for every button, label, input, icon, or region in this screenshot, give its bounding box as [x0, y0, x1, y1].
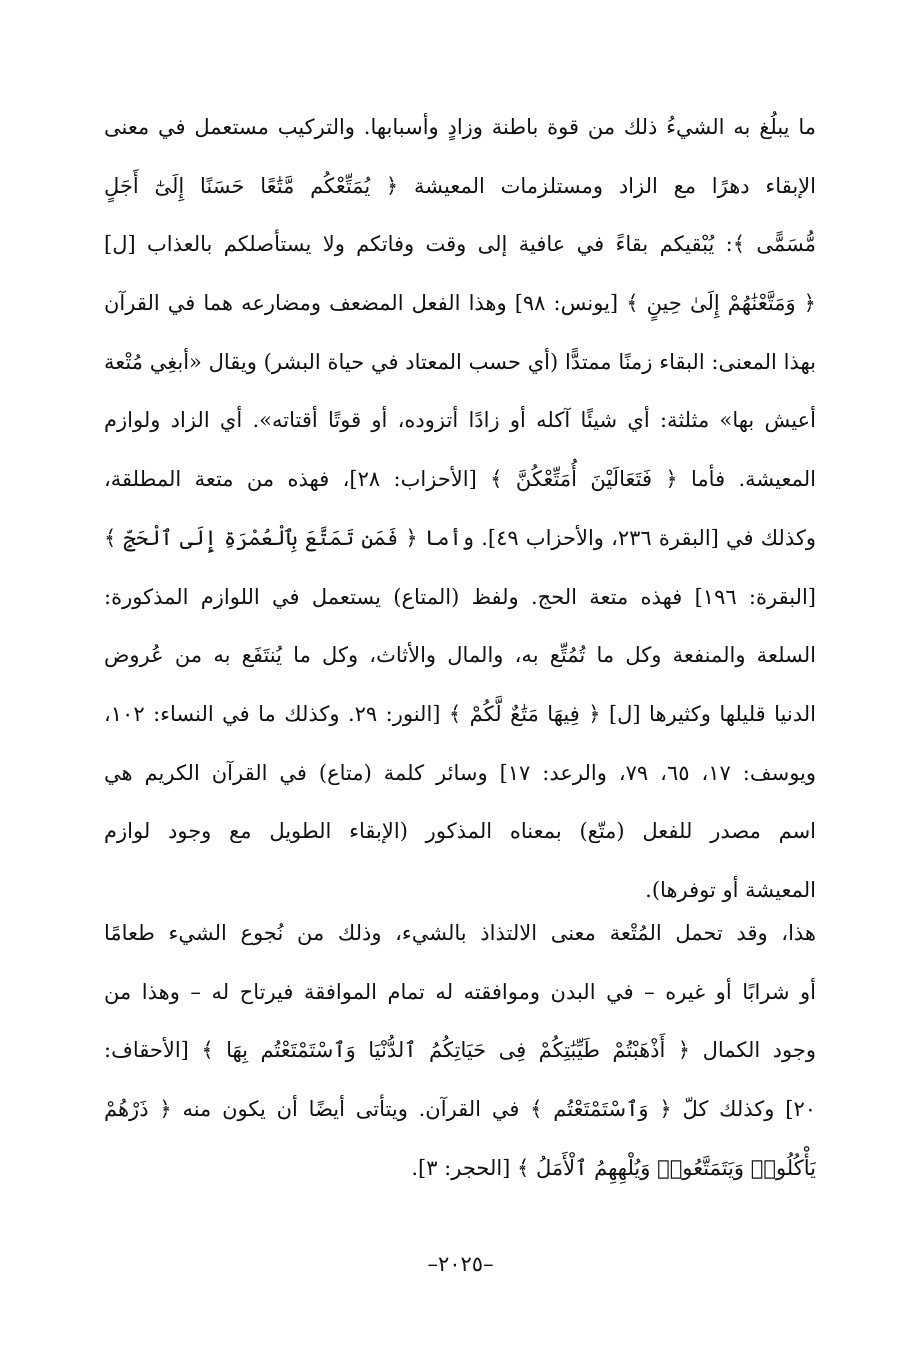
text-line: ما يبلُغ به الشيءُ ذلك من قوة باطنة وزادٍ وأسبابها. والتركيب مستعمل في معنى	[104, 115, 816, 139]
text-line: ٢٠] وكذلك كلّ ﴿ وَٱسْتَمْتَعْتُم ﴾ في القرآن. ويتأتى أيضًا أن يكون منه ﴿ ذَرْهُمْ	[104, 1097, 816, 1122]
text-line: الإبقاء دهرًا مع الزاد ومستلزمات المعيشة ﴿ يُمَتِّعْكُم مَّتَٰعًا حَسَنًا إِلَىٰٓ أَجَلٍ	[104, 173, 816, 198]
text-line: السلعة والمنفعة وكل ما تُمُتِّع به، والمال والأثاث، وكل ما يُنتَفَع به من عُروض	[104, 643, 816, 668]
text-line: مُّسَمًّى ﴾: يُبْقيكم بقاءً في عافية إلى وقت وفاتكم ولا يستأصلكم بالعذاب [ل]	[104, 232, 816, 257]
paragraph-2	[104, 904, 816, 1197]
text-line: ويوسف: ١٧، ٦٥، ٧٩، والرعد: ١٧] وسائر كلمة (متاع) في القرآن الكريم هي	[104, 760, 816, 785]
text-line: [البقرة: ١٩٦] فهذه متعة الحج. ولفظ (المتاع) يستعمل في اللوازم المذكورة:	[104, 584, 816, 609]
text-line: ﴿ وَمَتَّعْنَٰهُمْ إِلَىٰ حِينٍ ﴾ [يونس: ٩٨] وهذا الفعل المضعف ومضارعه هما في القرآن	[104, 291, 816, 316]
text-line: الدنيا قليلها وكثيرها [ل] ﴿ فِيهَا مَتَٰعٌ لَّكُمْ ﴾ [النور: ٢٩. وكذلك ما في النساء: ١٠٢،	[104, 701, 816, 726]
text-line: يَأْكُلُوا۟ وَيَتَمَتَّعُوا۟ وَيُلْهِهِمُ ٱلْأَمَلُ ﴾ [الحجر: ٣].	[411, 1155, 816, 1180]
page-number: –٢٠٢٥–	[427, 1252, 494, 1276]
text-line: أعيش بها» مثلثة: أي شيئًا آكله أو زادًا أتزوده، أو قوتًا أقتاته». أي الزاد ولوازم	[104, 408, 816, 433]
paragraph-1	[104, 98, 816, 920]
text-line: المعيشة أو توفرها).	[645, 877, 816, 902]
text-line: بهذا المعنى: البقاء زمنًا ممتدًّا (أي حسب المعتاد في حياة البشر) ويقال «أبغِي مُتْعة	[104, 349, 816, 374]
text-line: اسم مصدر للفعل (متّع) بمعناه المذكور (الإبقاء الطويل مع وجود لوازم	[104, 819, 816, 844]
text-line: المعيشة. فأما ﴿ فَتَعَالَيْنَ أُمَتِّعْكُنَّ ﴾ [الأحزاب: ٢٨]، فهذه من متعة المطلقة،	[104, 467, 816, 492]
text-line: هذا، وقد تحمل المُتْعة معنى الالتذاذ بالشيء، وذلك من نُجوع الشيء طعامًا	[104, 921, 816, 945]
text-line: وجود الكمال ﴿ أَذْهَبْتُمْ طَيِّبَٰتِكُمْ فِى حَيَاتِكُمُ ٱلدُّنْيَا وَٱسْتَمْتَعْتُم بِهَا ﴾ [الأحقاف:	[104, 1038, 816, 1063]
text-line: وكذلك في [البقرة ٢٣٦، والأحزاب ٤٩]. وأما ﴿ فَمَن تَمَتَّعَ بِٱلْعُمْرَةِ إِلَى ٱلْحَجِّ ﴾	[104, 525, 816, 550]
text-line: أو شرابًا أو غيره – في البدن وموافقته له تمام الموافقة فيرتاح له – وهذا من	[104, 979, 816, 1004]
